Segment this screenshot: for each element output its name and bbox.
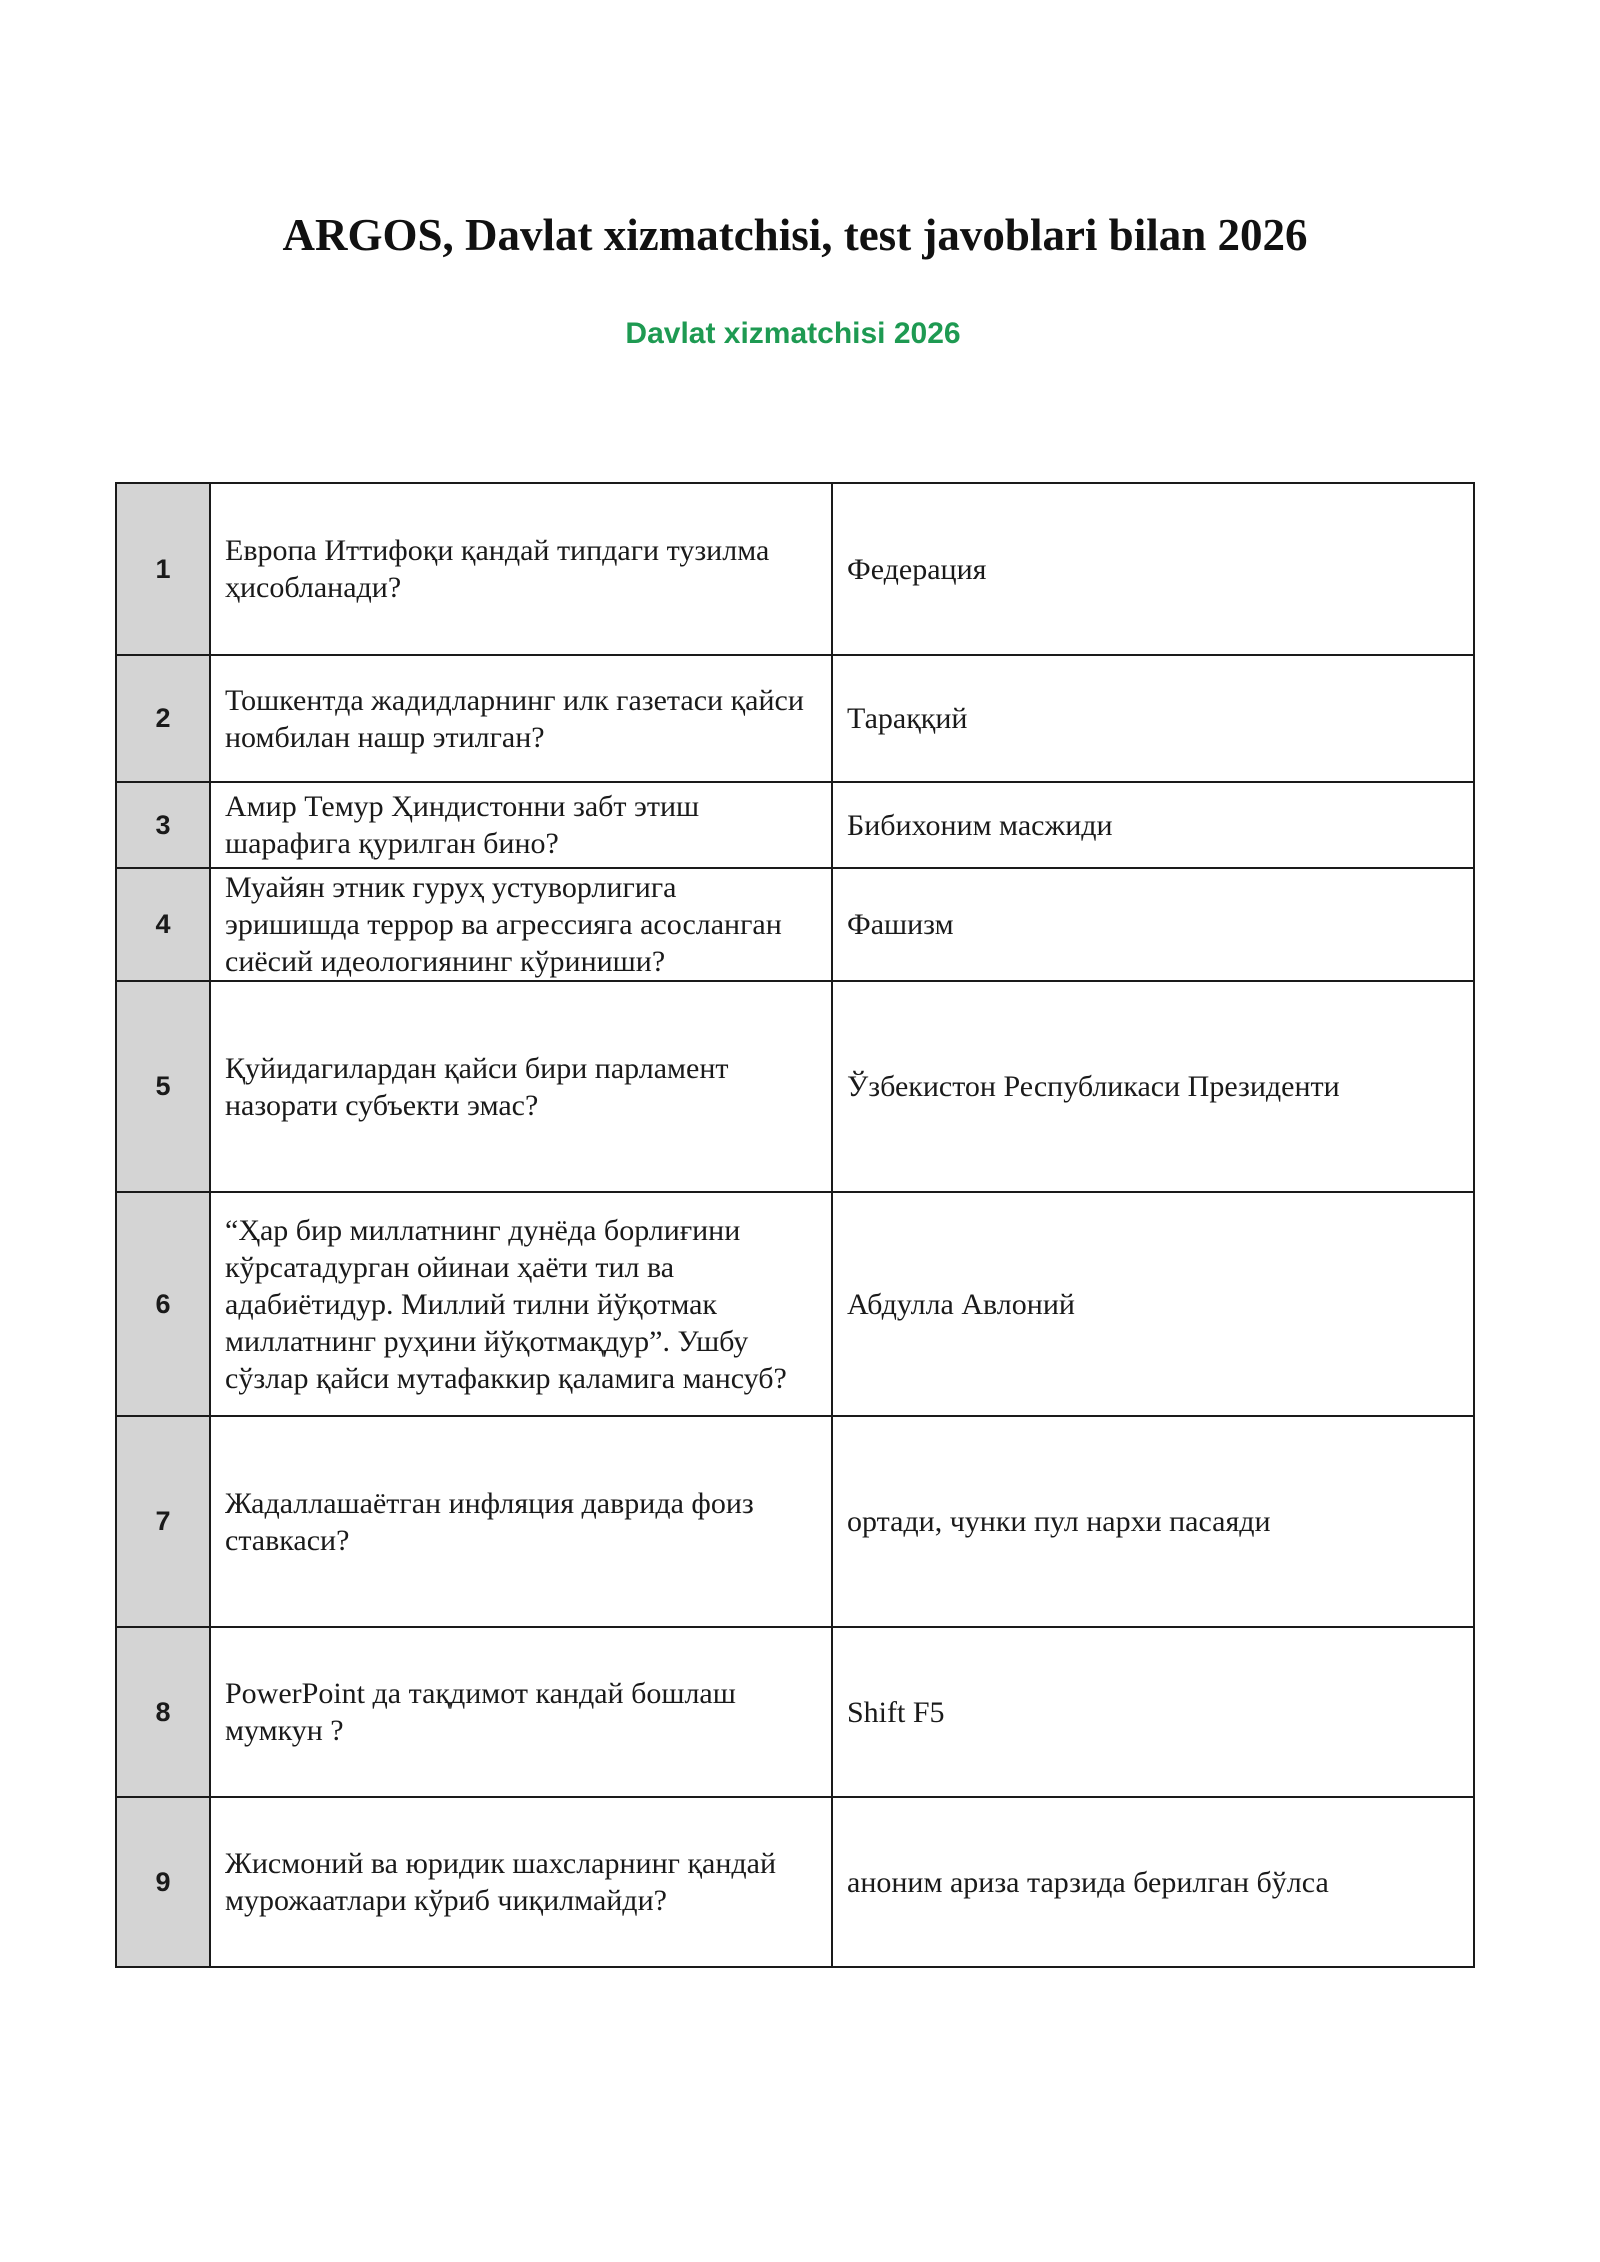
table-row	[116, 1192, 1474, 1416]
table-row	[116, 868, 1474, 981]
row-number: 2	[116, 655, 210, 782]
answer-cell: ортади, чунки пул нархи пасаяди	[832, 1416, 1474, 1627]
row-number: 3	[116, 782, 210, 868]
row-number: 6	[116, 1192, 210, 1416]
question-cell: “Ҳар бир миллатнинг дунёда борлиғини кўрсатадурган ойинаи ҳаёти тил ва адабиётидур. Миллий тилни йўқотмак миллатнинг руҳини йўқотмақдур”. Ушбу сўзлар қайси мутафаккир қаламига мансуб?	[210, 1192, 832, 1416]
page-subtitle: Davlat xizmatchisi 2026	[625, 317, 961, 350]
row-number: 9	[116, 1797, 210, 1967]
answer-cell: Shift F5	[832, 1627, 1474, 1797]
question-cell: Муайян этник гуруҳ устуворлигига эришишда террор ва агрессияга асосланган сиёсий идеологиянинг кўриниши?	[210, 868, 832, 981]
table-row	[116, 782, 1474, 868]
answer-cell: Фашизм	[832, 868, 1474, 981]
answer-cell: Бибихоним масжиди	[832, 782, 1474, 868]
row-number: 8	[116, 1627, 210, 1797]
row-number: 4	[116, 868, 210, 981]
table-row	[116, 483, 1474, 655]
question-cell: Жадаллашаётган инфляция даврида фоиз ставкаси?	[210, 1416, 832, 1627]
table-row	[116, 655, 1474, 782]
table-row	[116, 1797, 1474, 1967]
table-row	[116, 981, 1474, 1192]
question-cell: Амир Темур Ҳиндистонни забт этиш шарафига қурилган бино?	[210, 782, 832, 868]
answer-cell: Ўзбекистон Республикаси Президенти	[832, 981, 1474, 1192]
row-number: 5	[116, 981, 210, 1192]
answer-cell: аноним ариза тарзида берилган бўлса	[832, 1797, 1474, 1967]
table-row	[116, 1416, 1474, 1627]
table-row	[116, 1627, 1474, 1797]
row-number: 1	[116, 483, 210, 655]
question-cell: PowerPoint да тақдимот кандай бошлаш мумкун ?	[210, 1627, 832, 1797]
answer-cell: Абдулла Авлоний	[832, 1192, 1474, 1416]
row-number: 7	[116, 1416, 210, 1627]
question-cell: Европа Иттифоқи қандай типдаги тузилма ҳисобланади?	[210, 483, 832, 655]
question-cell: Қуйидагилардан қайси бири парламент назорати субъекти эмас?	[210, 981, 832, 1192]
page-title: ARGOS, Davlat xizmatchisi, test javoblari bilan 2026	[282, 210, 1308, 260]
answer-cell: Тараққий	[832, 655, 1474, 782]
answer-cell: Федерация	[832, 483, 1474, 655]
question-cell: Жисмоний ва юридик шахсларнинг қандай мурожаатлари кўриб чиқилмайди?	[210, 1797, 832, 1967]
qa-table	[115, 482, 1475, 1968]
question-cell: Тошкентда жадидларнинг илк газетаси қайси номбилан нашр этилган?	[210, 655, 832, 782]
